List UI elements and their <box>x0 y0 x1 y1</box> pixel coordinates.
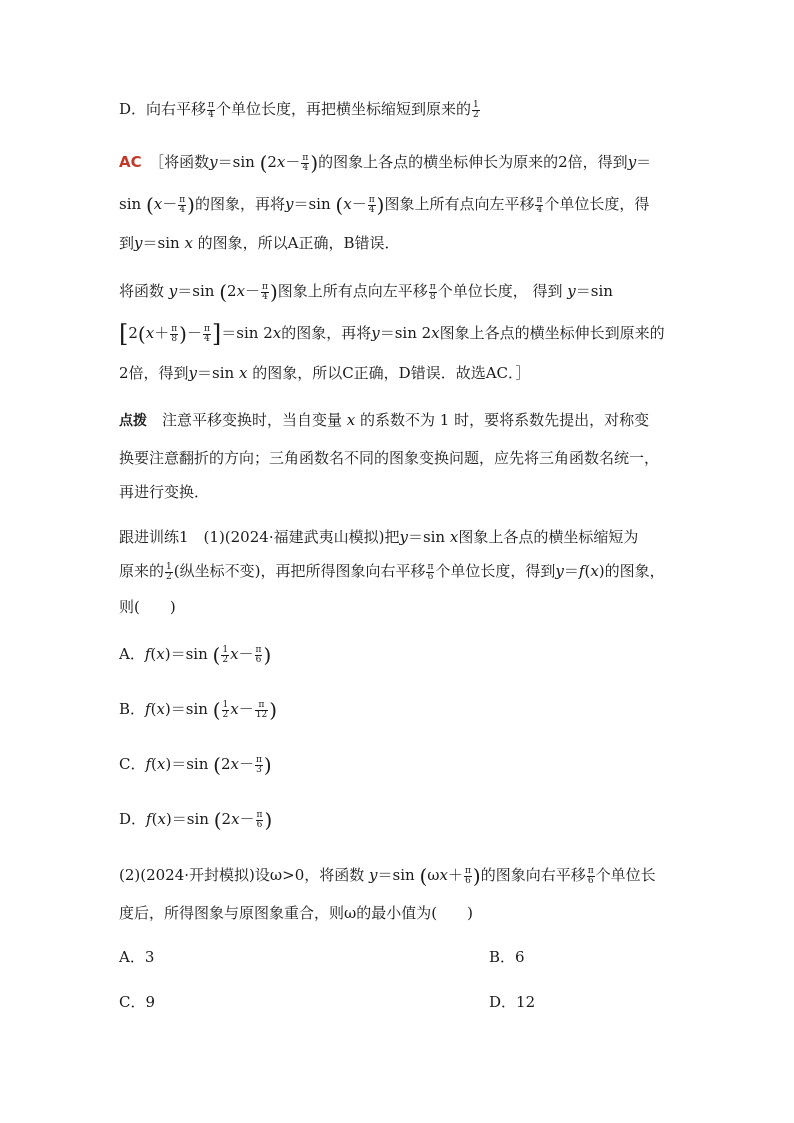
answer-line-1: AC ［将函数y＝sin (2x－ $\frac{\pi}{4}$ )的图象上各点的横坐标伸长为原来的2倍，得到y＝ <box>119 151 652 175</box>
q1-option-c[interactable]: C．f(x)＝sin (2x－ $\frac{\pi}{3}$ ) <box>119 753 272 777</box>
q2-option-a[interactable]: A．3 <box>119 948 155 966</box>
q2-options-row-2 <box>119 991 679 1013</box>
tip-line-2: 换要注意翻折的方向；三角函数名不同的图象变换问题，应先将三角函数名统一， <box>119 449 660 467</box>
q2-line-2: 度后，所得图象与原图象重合，则ω的最小值为( ) <box>119 904 473 922</box>
q1-option-a[interactable]: A．f(x)＝sin ( $\frac{1}{2}$ x－ $\frac{\pi}{6}$ ) <box>119 643 272 667</box>
q2-line-1: (2)(2024·开封模拟)设ω>0，将函数 y＝sin (ωx＋ $\frac{\pi}{6}$ )的图象向右平移 $\frac{\pi}{6}$ 个单位长 <box>119 864 656 888</box>
answer-line-2: sin (x－ $\frac{\pi}{4}$ )的图象，再将y＝sin (x－ $\frac{\pi}{4}$ )图象上所有点向左平移 $\frac{\pi}{4}$ 个单位长度，得 <box>119 193 650 217</box>
q1-option-b[interactable]: B．f(x)＝sin ( $\frac{1}{2}$ x－ $\frac{\pi}{12}$ ) <box>119 698 277 722</box>
q2-options-row-1 <box>119 946 679 968</box>
prev-option-d: D．向右平移 $\frac{\pi}{4}$ 个单位长度，再把横坐标缩短到原来的 $\frac{1}{2}$ <box>119 99 479 120</box>
answer-key: AC <box>119 153 142 171</box>
tip-line-3: 再进行变换． <box>119 483 210 501</box>
answer-line-4: 将函数 y＝sin (2x－ $\frac{\pi}{4}$ )图象上所有点向左平移 $\frac{\pi}{8}$ 个单位长度， 得到 y＝sin <box>119 280 613 304</box>
tip-key: 点拨 <box>119 413 147 429</box>
q1-option-d[interactable]: D．f(x)＝sin (2x－ $\frac{\pi}{6}$ ) <box>119 808 273 832</box>
answer-line-5: [2(x＋ $\frac{\pi}{8}$ )－ $\frac{\pi}{4}$ ]＝sin 2x的图象，再将y＝sin 2x图象上各点的横坐标伸长到原来的 <box>119 320 665 348</box>
answer-line-6: 2倍，得到y＝sin x 的图象，所以C正确，D错误．故选AC．］ <box>119 364 531 382</box>
q2-option-c[interactable]: C．9 <box>119 993 156 1011</box>
answer-line-3: 到y＝sin x 的图象，所以A正确，B错误． <box>119 234 400 252</box>
q2-option-b[interactable]: B．6 <box>489 948 525 966</box>
q2-option-d[interactable]: D．12 <box>489 993 536 1011</box>
q1-line-3: 则( ) <box>119 598 176 616</box>
q1-line-1: 跟进训练1 (1)(2024·福建武夷山模拟)把y＝sin x图象上各点的横坐标缩短为 <box>119 528 639 546</box>
q1-line-2: 原来的 $\frac{1}{2}$ (纵坐标不变)，再把所得图象向右平移 $\frac{\pi}{6}$ 个单位长度，得到y＝f(x)的图象， <box>119 561 665 582</box>
tip-line-1: 点拨 注意平移变换时，当自变量 x 的系数不为 1 时，要将系数先提出，对称变 <box>119 411 650 429</box>
